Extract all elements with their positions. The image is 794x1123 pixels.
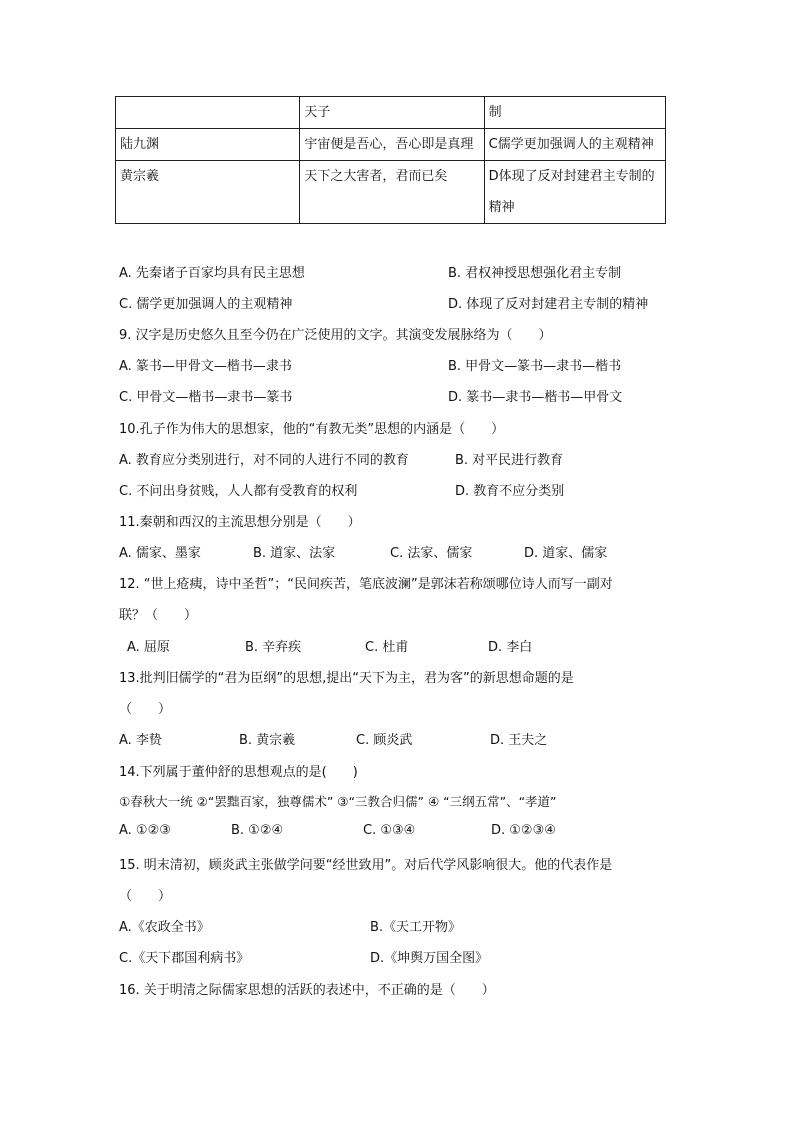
table-cell: 宇宙便是吾心，吾心即是真理 (300, 129, 484, 161)
q14-option-d[interactable]: D. ①②③④ (491, 823, 556, 838)
table-row (116, 161, 666, 224)
q15-option-b[interactable]: B.《天工开物》 (370, 920, 462, 935)
q12-option-a[interactable]: A. 屈原 (127, 640, 170, 655)
q15-option-a[interactable]: A.《农政全书》 (119, 920, 210, 935)
q15-stem-cont: （ ） (119, 889, 172, 904)
q10-option-a[interactable]: A. 教育应分类别进行，对不同的人进行不同的教育 (119, 453, 409, 468)
q10-option-b[interactable]: B. 对平民进行教育 (455, 453, 564, 468)
q10-option-d[interactable]: D. 教育不应分类别 (455, 484, 565, 499)
q12-option-b[interactable]: B. 辛弃疾 (245, 640, 302, 655)
table-row (116, 97, 666, 129)
table-cell: C儒学更加强调人的主观精神 (484, 129, 665, 161)
q10-option-c[interactable]: C. 不问出身贫贱，人人都有受教育的权利 (119, 484, 358, 499)
q12-stem: 12. “世上疮痍，诗中圣哲”；“民间疾苦，笔底波澜”是郭沫若称颂哪位诗人而写一副对 (119, 577, 613, 592)
q11-option-a[interactable]: A. 儒家、墨家 (119, 546, 201, 561)
q14-option-c[interactable]: C. ①③④ (363, 823, 416, 838)
q15-option-d[interactable]: D.《坤舆万国全图》 (370, 951, 489, 966)
q8-option-b[interactable]: B. 君权神授思想强化君主专制 (448, 266, 622, 281)
q13-stem-cont: （ ） (119, 702, 172, 717)
q13-option-d[interactable]: D. 王夫之 (490, 733, 548, 748)
q9-option-d[interactable]: D. 篆书—隶书—楷书—甲骨文 (448, 390, 623, 405)
q15-stem: 15. 明末清初，顾炎武主张做学问要“经世致用”。对后代学风影响很大。他的代表作是 (119, 858, 613, 873)
q14-stem: 14.下列属于董仲舒的思想观点的是( ) (119, 765, 358, 780)
q16-stem: 16. 关于明清之际儒家思想的活跃的表述中，不正确的是（ ） (119, 983, 495, 998)
table-cell: 天下之大害者，君而已矣 (300, 161, 484, 224)
table-cell (116, 97, 300, 129)
q8-option-a[interactable]: A. 先秦诸子百家均具有民主思想 (119, 266, 305, 281)
q14-option-b[interactable]: B. ①②④ (231, 823, 284, 838)
q11-option-b[interactable]: B. 道家、法家 (253, 546, 336, 561)
q13-stem: 13.批判旧儒学的“君为臣纲”的思想,提出“天下为主，君为客”的新思想命题的是 (119, 671, 574, 686)
q15-option-c[interactable]: C.《天下郡国利病书》 (119, 951, 250, 966)
q11-option-c[interactable]: C. 法家、儒家 (390, 546, 473, 561)
q9-option-a[interactable]: A. 篆书—甲骨文—楷书—隶书 (119, 359, 292, 374)
table-cell: 制 (484, 97, 665, 129)
table-cell: 黄宗羲 (116, 161, 300, 224)
q9-option-c[interactable]: C. 甲骨文—楷书—隶书—篆书 (119, 390, 293, 405)
q12-option-d[interactable]: D. 李白 (488, 640, 533, 655)
q13-option-a[interactable]: A. 李贽 (119, 733, 162, 748)
table-cell: D体现了反对封建君主专制的精神 (484, 161, 665, 224)
q10-stem: 10.孔子作为伟大的思想家，他的“有教无类”思想的内涵是（ ） (119, 422, 505, 437)
q13-option-b[interactable]: B. 黄宗羲 (239, 733, 296, 748)
comparison-table (115, 96, 666, 224)
q11-stem: 11.秦朝和西汉的主流思想分别是（ ） (119, 515, 361, 530)
q14-option-a[interactable]: A. ①②③ (119, 823, 171, 838)
table-cell: 天子 (300, 97, 484, 129)
q13-option-c[interactable]: C. 顾炎武 (356, 733, 413, 748)
q8-option-d[interactable]: D. 体现了反对封建君主专制的精神 (448, 297, 649, 312)
q12-stem-cont: 联？（ ） (119, 608, 198, 623)
q14-statements: ①春秋大一统 ②“罢黜百家，独尊儒术” ③“三教合归儒” ④ “三纲五常”、“孝道” (119, 794, 557, 809)
q9-option-b[interactable]: B. 甲骨文—篆书—隶书—楷书 (448, 359, 622, 374)
q12-option-c[interactable]: C. 杜甫 (365, 640, 409, 655)
q8-option-c[interactable]: C. 儒学更加强调人的主观精神 (119, 297, 293, 312)
table-cell: 陆九渊 (116, 129, 300, 161)
table-row (116, 129, 666, 161)
q9-stem: 9. 汉字是历史悠久且至今仍在广泛使用的文字。其演变发展脉络为（ ） (119, 328, 552, 343)
q11-option-d[interactable]: D. 道家、儒家 (524, 546, 608, 561)
